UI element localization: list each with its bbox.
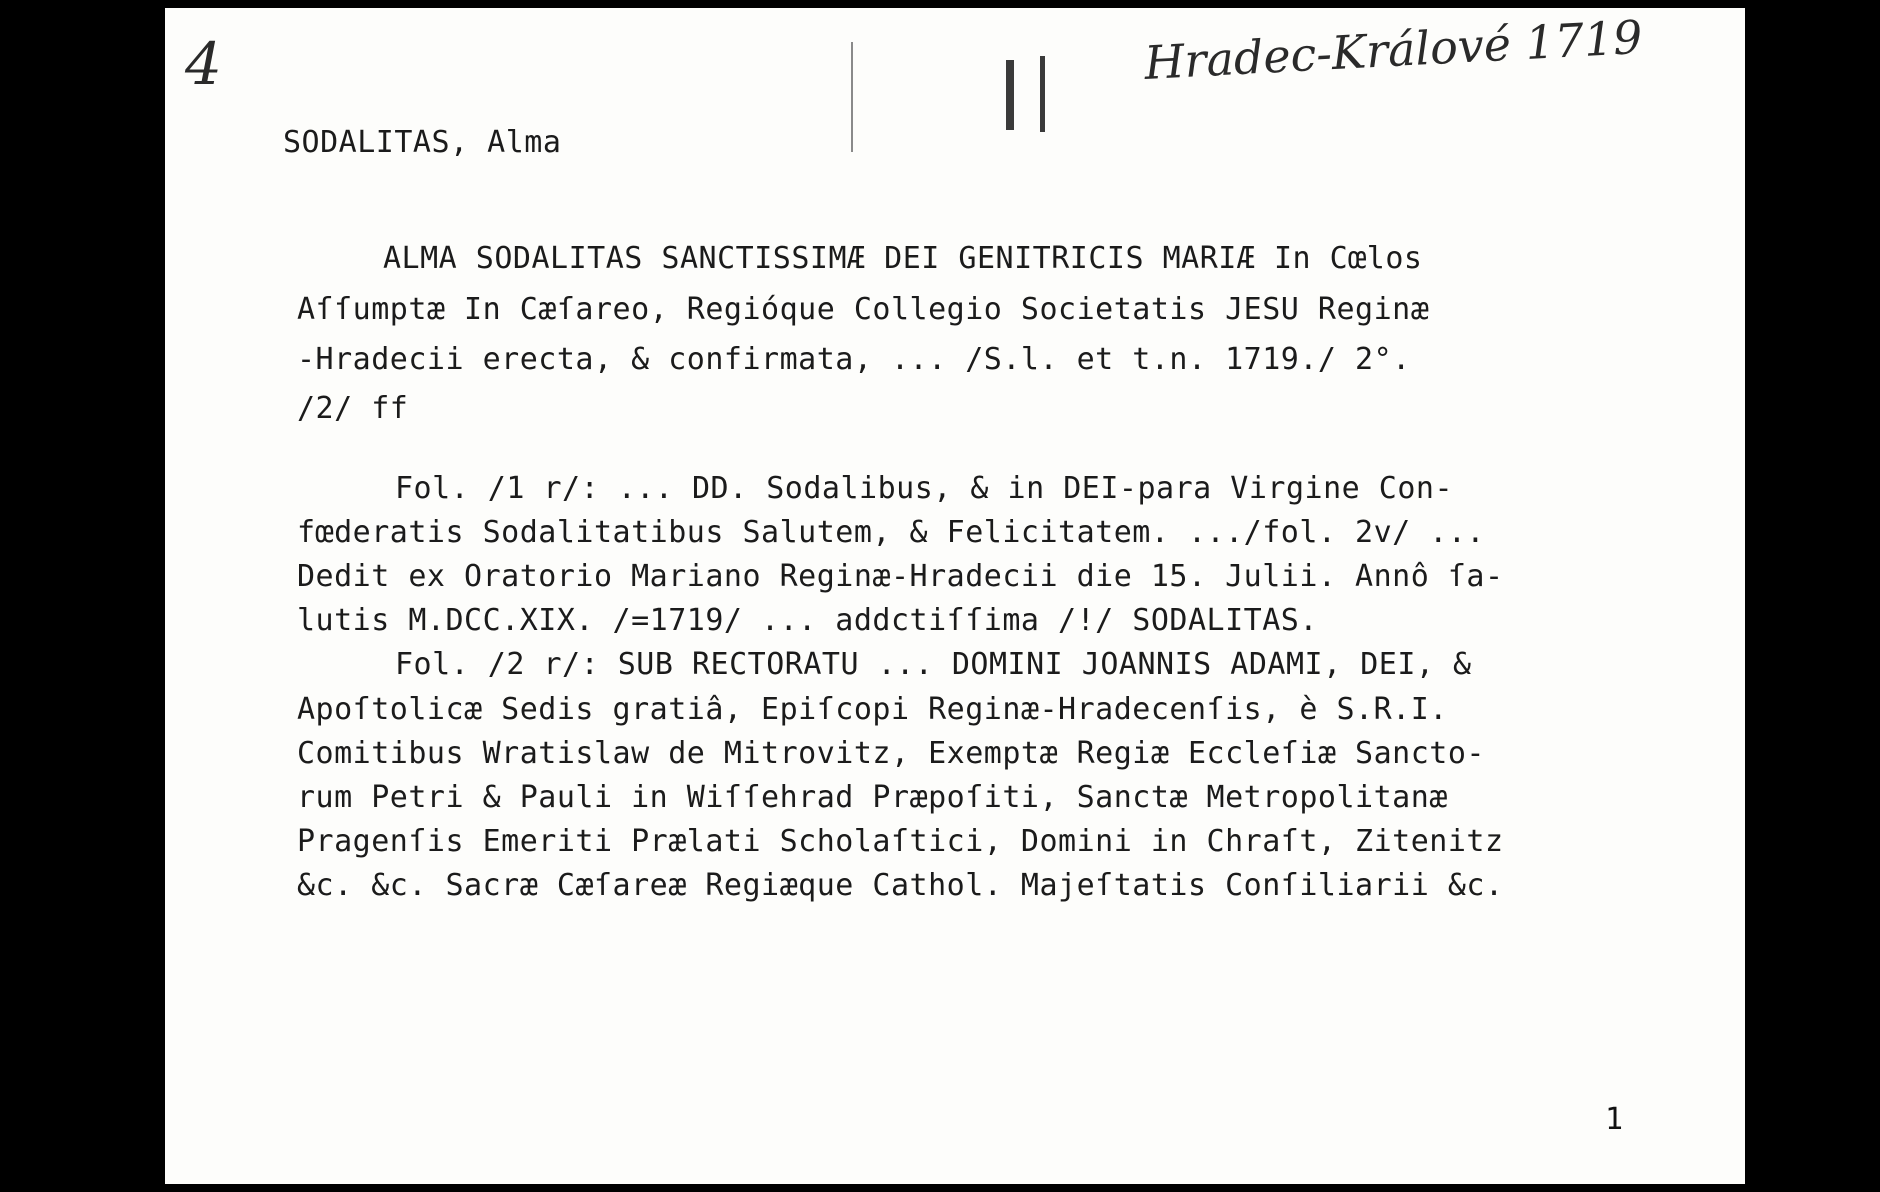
title-line: Aſſumptæ In Cæſareo, Regióque Collegio Societatis JESU Reginæ — [297, 292, 1430, 327]
handwritten-note: Hradec-Králové 1719 — [1143, 9, 1644, 90]
card-heading: SODALITAS, Alma — [283, 125, 562, 160]
stamp-mark — [1006, 60, 1014, 130]
folio-line: Dedit ex Oratorio Mariano Reginæ-Hradecii die 15. Julii. Annô ſa- — [297, 559, 1504, 594]
title-line: /2/ ff — [297, 391, 409, 426]
folio-line: Fol. /1 r/: ... DD. Sodalibus, & in DEI-para Virgine Con- — [395, 471, 1454, 506]
title-line: ALMA SODALITAS SANCTISSIMÆ DEI GENITRICIS MARIÆ In Cœlos — [383, 241, 1423, 276]
stamp-mark — [1040, 56, 1045, 132]
stamp-mark — [851, 42, 853, 152]
folio-line: Pragenſis Emeriti Prælati Scholaſtici, Domini in Chraſt, Zitenitz — [297, 824, 1504, 859]
folio-line: Fol. /2 r/: SUB RECTORATU ... DOMINI JOANNIS ADAMI, DEI, & — [395, 647, 1472, 682]
folio-line: rum Petri & Pauli in Wiſſehrad Præpoſiti, Sanctæ Metropolitanæ — [297, 780, 1448, 815]
folio-line: Comitibus Wratislaw de Mitrovitz, Exemptæ Regiæ Eccleſiæ Sancto- — [297, 736, 1485, 771]
catalog-card — [165, 8, 1745, 1184]
folio-line: &c. &c. Sacræ Cæſareæ Regiæque Cathol. Majeſtatis Conſiliarii &c. — [297, 868, 1504, 903]
folio-line: fœderatis Sodalitatibus Salutem, & Felicitatem. .../fol. 2v/ ... — [297, 515, 1485, 550]
corner-mark: 4 — [185, 30, 222, 98]
page-number: 1 — [1605, 1102, 1624, 1137]
title-line: -Hradecii erecta, & confirmata, ... /S.l. et t.n. 1719./ 2°. — [297, 342, 1411, 377]
folio-line: lutis M.DCC.XIX. /=1719/ ... addctiſſima /!/ SODALITAS. — [297, 603, 1318, 638]
folio-line: Apoſtolicæ Sedis gratiâ, Epiſcopi Reginæ-Hradecenſis, è S.R.I. — [297, 692, 1448, 727]
